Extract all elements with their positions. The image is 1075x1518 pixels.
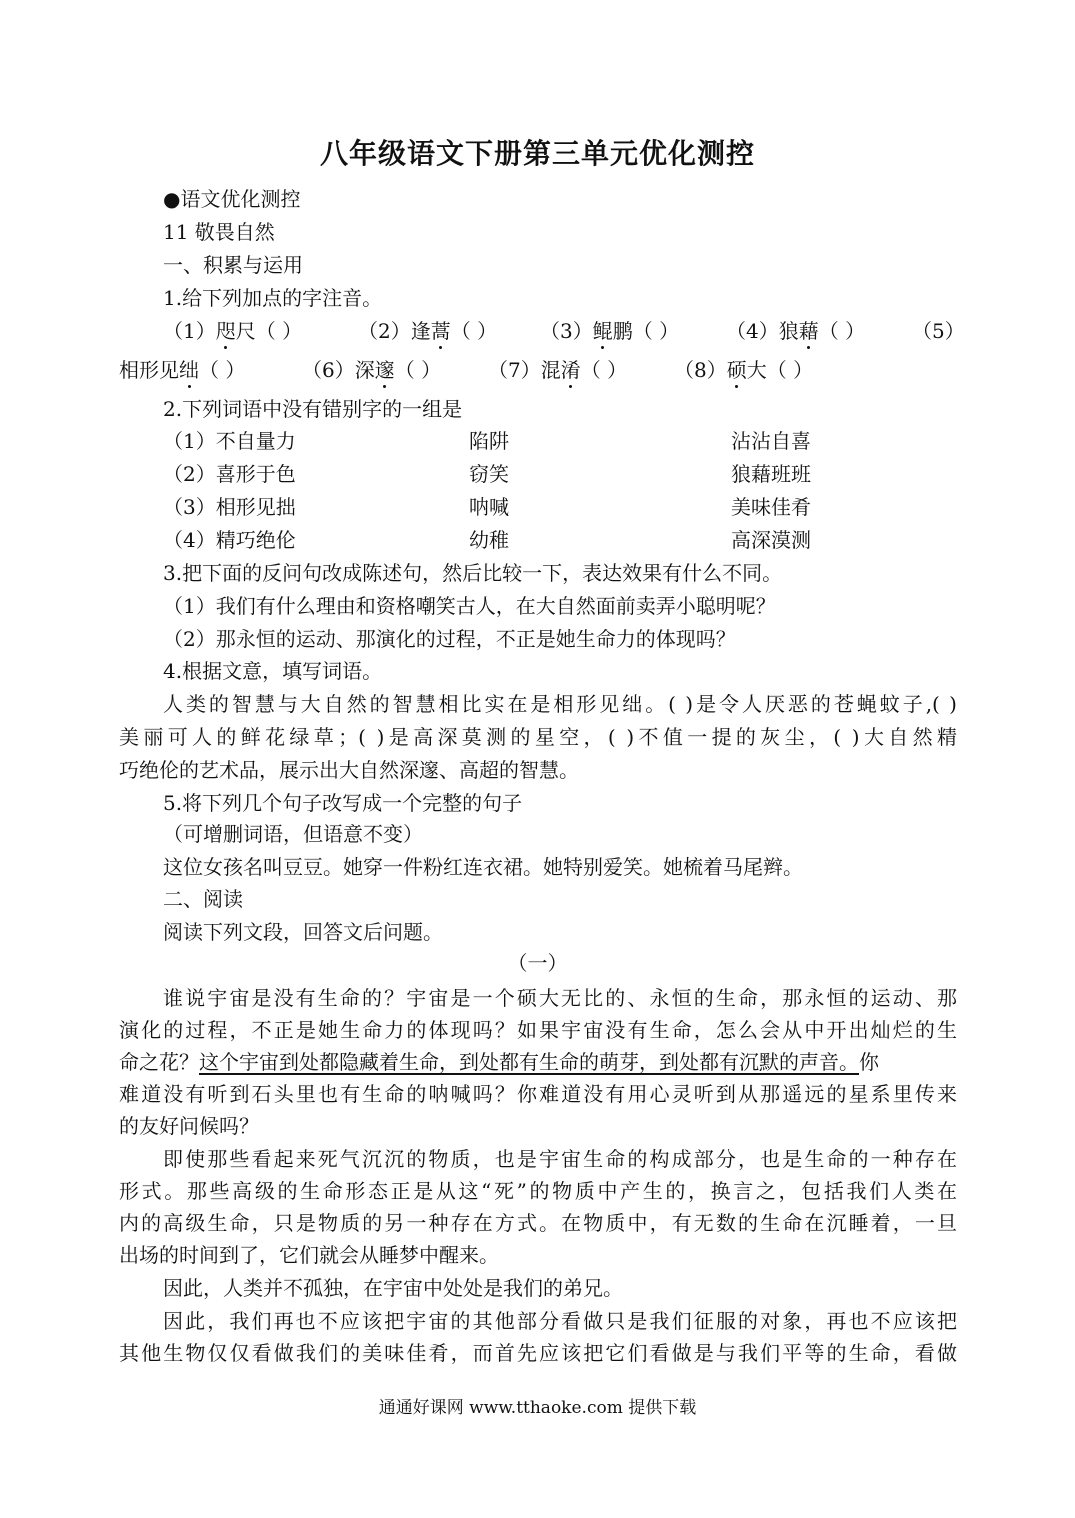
q2-cell: 窃笑 xyxy=(469,462,509,486)
passage-label: （一） xyxy=(507,951,568,975)
q1-item: （3）鲲鹏（ ） xyxy=(540,319,680,343)
q1-item: （2）逢蒿（ ） xyxy=(358,319,498,343)
passage-line: 内的高级生命，只是物质的另一种存在方式。在物质中，有无数的生命在沉睡着，一旦 xyxy=(119,1211,957,1235)
q2-cell: 狼藉班班 xyxy=(731,462,811,486)
passage-line: 难道没有听到石头里也有生命的呐喊吗？你难道没有用心灵听到从那遥远的星系里传来 xyxy=(119,1082,957,1106)
q1-item: （5） xyxy=(912,319,965,343)
page-title: 八年级语文下册第三单元优化测控 xyxy=(319,137,755,170)
passage-line: 谁说宇宙是没有生命的？宇宙是一个硕大无比的、永恒的生命，那永恒的运动、那 xyxy=(163,986,957,1010)
part2-heading: 二、阅读 xyxy=(163,887,243,911)
q2-cell: （3）相形见拙 xyxy=(163,495,296,519)
passage-line: 因此，人类并不孤独，在宇宙中处处是我们的弟兄。 xyxy=(163,1276,623,1300)
passage-line: 命之花？这个宇宙到处都隐藏着生命，到处都有生命的萌芽，到处都有沉默的声音。你 xyxy=(119,1050,879,1074)
q1-stem: 1.给下列加点的字注音。 xyxy=(163,286,383,310)
q4-text: 巧绝伦的艺术品，展示出大自然深邃、高超的智慧。 xyxy=(119,758,579,782)
q2-cell: 高深漠测 xyxy=(731,528,811,552)
q4-text: 人类的智慧与大自然的智慧相比实在是相形见绌。( )是令人厌恶的苍蝇蚊子,( ) xyxy=(163,692,957,716)
page-footer: 通通好课网 www.tthaoke.com 提供下载 xyxy=(378,1398,697,1418)
passage-line: 演化的过程，不正是她生命力的体现吗？如果宇宙没有生命，怎么会从中开出灿烂的生 xyxy=(119,1018,957,1042)
q2-cell: 幼稚 xyxy=(469,528,509,552)
q5-note: （可增删词语，但语意不变） xyxy=(163,822,423,846)
q1-item: （8）硕大（ ） xyxy=(674,358,814,382)
q3-sentence-1: （1）我们有什么理由和资格嘲笑古人，在大自然面前卖弄小聪明呢？ xyxy=(163,594,776,618)
q3-stem: 3.把下面的反问句改成陈述句，然后比较一下，表达效果有什么不同。 xyxy=(163,561,783,585)
passage-line: 的友好问候吗？ xyxy=(119,1114,259,1138)
lesson-heading: 11 敬畏自然 xyxy=(163,220,275,244)
q2-stem: 2.下列词语中没有错别字的一组是 xyxy=(163,397,463,421)
q4-text: 美丽可人的鲜花绿草；( )是高深莫测的星空，( )不值一提的灰尘，( )大自然精 xyxy=(119,725,957,749)
q2-cell: （4）精巧绝伦 xyxy=(163,528,296,552)
passage-line: 其他生物仅仅看做我们的美味佳肴，而首先应该把它们看做是与我们平等的生命，看做 xyxy=(119,1341,957,1365)
q2-cell: （2）喜形于色 xyxy=(163,462,296,486)
underlined-sentence: 这个宇宙到处都隐藏着生命，到处都有生命的萌芽，到处都有沉默的声音。 xyxy=(199,1050,859,1074)
passage-line: 即使那些看起来死气沉沉的物质，也是宇宙生命的构成部分，也是生命的一种存在 xyxy=(163,1147,957,1171)
passage-line: 因此，我们再也不应该把宇宙的其他部分看做只是我们征服的对象，再也不应该把 xyxy=(163,1309,957,1333)
q3-sentence-2: （2）那永恒的运动、那演化的过程，不正是她生命力的体现吗？ xyxy=(163,627,736,651)
passage-line: 出场的时间到了，它们就会从睡梦中醒来。 xyxy=(119,1243,499,1267)
q2-cell: 陷阱 xyxy=(469,429,509,453)
q2-cell: 美味佳肴 xyxy=(731,495,811,519)
q2-cell: 呐喊 xyxy=(469,495,509,519)
q2-cell: 沾沾自喜 xyxy=(731,429,811,453)
part1-heading: 一、积累与运用 xyxy=(163,253,303,277)
q1-item: 相形见绌（ ） xyxy=(119,358,246,382)
q1-item: （7）混淆（ ） xyxy=(488,358,628,382)
section-heading: ●语文优化测控 xyxy=(163,187,301,211)
passage-line: 形式。那些高级的生命形态正是从这“死”的物质中产生的，换言之，包括我们人类在 xyxy=(119,1179,957,1203)
q1-item: （4）狼藉（ ） xyxy=(726,319,866,343)
reading-intro: 阅读下列文段，回答文后问题。 xyxy=(163,920,443,944)
q5-text: 这位女孩名叫豆豆。她穿一件粉红连衣裙。她特别爱笑。她梳着马尾辫。 xyxy=(163,855,803,879)
q1-item: （6）深邃（ ） xyxy=(302,358,442,382)
q5-stem: 5.将下列几个句子改写成一个完整的句子 xyxy=(163,791,523,815)
q4-stem: 4.根据文意，填写词语。 xyxy=(163,659,383,683)
q1-item: （1）咫尺（ ） xyxy=(163,319,303,343)
q2-cell: （1）不自量力 xyxy=(163,429,296,453)
